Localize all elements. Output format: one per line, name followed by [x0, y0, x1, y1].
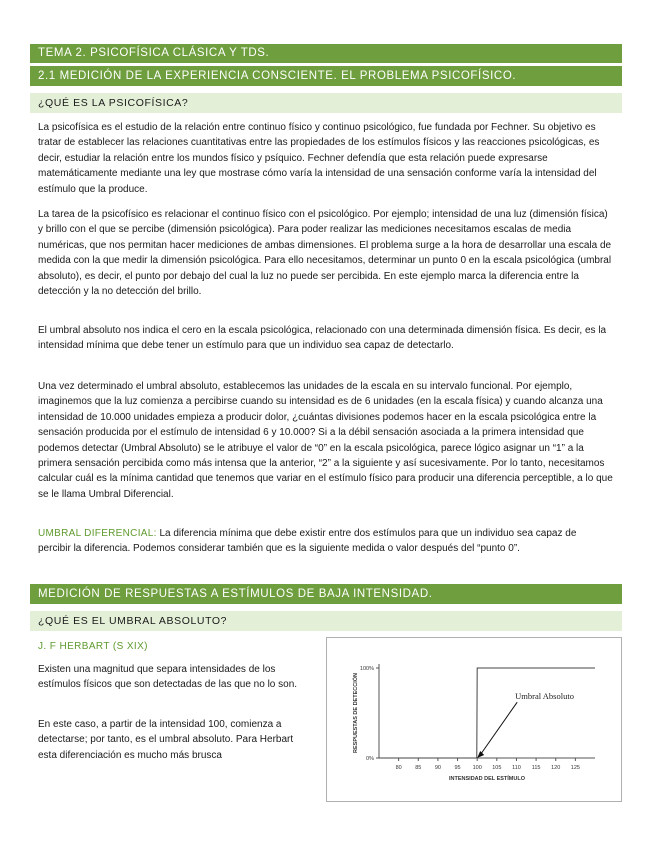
term-umbral-diferencial: UMBRAL DIFERENCIAL:	[38, 528, 157, 539]
author-subheading: J. F HERBART (S XIX)	[38, 641, 148, 652]
section-banner-low-intensity	[30, 584, 622, 604]
paragraph-definition: La psicofísica es el estudio de la relación entre continuo físico y continuo psicológico, fue fundada por Fechner. Su objetivo es tratar de establecer las relaciones cuantitativas entre las propiedades de los estímulos físicos y las reacciones psicológicas, es decir, estudiar la relación entre los mundos físico y psíquico. Fechner defendía que esta relación puede expresarse matemáticamente mediante una ley que mostrase cómo varía la intensidad de una sensación conforme varía la intensidad del estímulo que la produce.	[38, 122, 600, 195]
question-heading-umbral	[30, 611, 622, 631]
topic-title: TEMA 2. PSICOFÍSICA CLÁSICA Y TDS.	[38, 47, 270, 59]
annotation-pointer-line	[480, 702, 517, 755]
x-tick-label: 80	[395, 765, 402, 771]
x-tick-label: 95	[454, 765, 461, 771]
x-tick-label: 90	[434, 765, 441, 771]
annotation-arrow-head	[477, 751, 484, 758]
differential-definition: La diferencia mínima que debe existir entre dos estímulos para que un individuo sea capaz de percibir la diferencia. Podemos considerar también que es la siguiente medida o valor después del “punto 0”.	[38, 528, 577, 555]
question-heading-psicofisica	[30, 93, 622, 113]
absolute-threshold-chart	[326, 637, 622, 802]
x-tick-label: 100	[472, 765, 482, 771]
x-tick-label: 85	[415, 765, 422, 771]
y-tick-label: 0%	[366, 756, 374, 762]
topic-banner	[30, 44, 622, 63]
section-title-low-intensity: MEDICIÓN DE RESPUESTAS A ESTÍMULOS DE BAJA INTENSIDAD.	[38, 588, 433, 600]
x-tick-label: 105	[492, 765, 502, 771]
question-heading-text: ¿QUÉ ES LA PSICOFÍSICA?	[38, 97, 189, 109]
x-tick-group	[396, 758, 580, 771]
x-tick-label: 120	[551, 765, 561, 771]
x-axis-title: INTENSIDAD DEL ESTÍMULO	[449, 776, 525, 782]
y-tick-label: 100%	[359, 666, 374, 672]
paragraph-task: La tarea de la psicofísico es relacionar el continuo físico con el psicológico. Por ejemplo; intensidad de una luz (dimensión física) y brillo con el que se percibe (dimensión psicológica). Para poder realizar las mediciones necesitamos escalas de media numéricas, que nos permitan hacer mediciones de ambas dimensiones. El problema surge a la hora de desarrollar una escala de medida con la que medir la dimensión psicológica. Para ello necesitamos, determinar un punto 0 en la escala psicológica (umbral absoluto), es decir, el punto por debajo del cual la luz no puede ser percibida. En este ejemplo marca la diferencia entre la detección y la no detección del brillo.	[38, 209, 612, 298]
paragraph-scale-units: Una vez determinado el umbral absoluto, establecemos las unidades de la escala en su intervalo funcional. Por ejemplo, imaginemos que la luz comienza a percibirse cuando su intensidad es de 6 unidades (en la escala física) y cuando alcanza una intensidad de 10.000 unidades empieza a producir dolor, ¿cuántas divisiones podemos hacer en la escala psicológica entre la sensación producida por el estímulo de intensidad 6 y 10.000? Si a la débil sensación asociada a la primera intensidad que podemos detectar (Umbral Absoluto) se le atribuye el valor de “0” en la escala psicológica, parece lógico asignar un “1” a la primera sensación percibida como más intensa que la anterior, “2” a la siguiente y así sucesivamente. Por lo tanto, necesitamos calcular cuál es la mínima cantidad que tenemos que variar en el estímulo físico para producir una diferencia perceptible, a lo que se le llama Umbral Diferencial.	[38, 381, 613, 500]
y-axis-title: RESPUESTAS DE DETECCIÓN	[353, 673, 359, 753]
annotation-label: Umbral Absoluto	[515, 691, 574, 702]
question-heading-umbral-text: ¿QUÉ ES EL UMBRAL ABSOLUTO?	[38, 615, 228, 627]
x-tick-label: 125	[570, 765, 580, 771]
y-tick-group	[360, 666, 379, 762]
paragraph-magnitude: Existen una magnitud que separa intensidades de los estímulos físicos que son detectadas de las que no lo son.	[38, 664, 298, 691]
paragraph-herbart: En este caso, a partir de la intensidad 100, comienza a detectarse; por tanto, es el umbral absoluto. Para Herbart esta diferenciación es mucho más brusca	[38, 719, 294, 761]
chart-svg	[327, 638, 621, 801]
section-banner	[30, 66, 622, 86]
paragraph-differential-threshold	[38, 526, 608, 557]
x-tick-label: 110	[512, 765, 521, 771]
x-tick-label: 115	[531, 765, 541, 771]
paragraph-absolute-threshold: El umbral absoluto nos indica el cero en la escala psicológica, relacionado con una determinada dimensión física. Es decir, es la intensidad mínima que debe tener un estímulo para que un individuo sea capaz de detectarlo.	[38, 325, 607, 352]
section-title: 2.1 MEDICIÓN DE LA EXPERIENCIA CONSCIENTE. EL PROBLEMA PSICOFÍSICO.	[38, 70, 517, 82]
